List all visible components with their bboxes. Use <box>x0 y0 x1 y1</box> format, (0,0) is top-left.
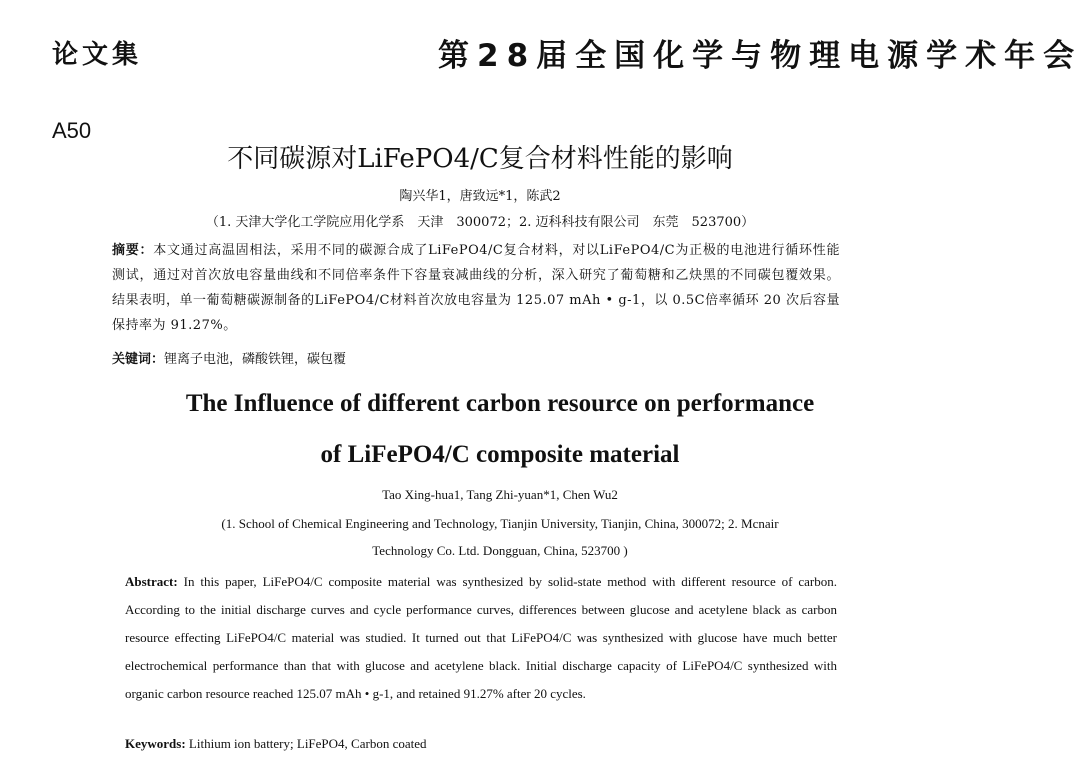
english-abstract-text: In this paper, LiFePO4/C composite material was synthesized by solid-state method with different resource of carbon. According to the initial discharge curves and cycle performance curves, differences between glucose and acetylene black as carbon resource effecting LiFePO4/C material was studied. It turned out that LiFePO4/C was synthesized with glucose have much better electrochemical performance than that with glucose and acetylene black. Initial discharge capacity of LiFePO4/C synthesized with organic carbon resource reached 125.07 mAh • g-1, and retained 91.27% after 20 cycles. <box>125 574 837 701</box>
english-affiliation-line-2: Technology Co. Ltd. Dongguan, China, 523700 ) <box>372 543 628 558</box>
conference-title: 第28届全国化学与物理电源学术年会 <box>438 38 1082 74</box>
english-keywords <box>125 736 427 752</box>
english-abstract <box>125 568 837 708</box>
english-keywords-label: Keywords: <box>125 736 186 751</box>
chinese-keywords <box>112 348 346 367</box>
chinese-keywords-label: 关键词： <box>112 352 165 367</box>
chinese-abstract-text: 本文通过高温固相法，采用不同的碳源合成了LiFePO4/C复合材料，对以LiFePO4/C为正极的电池进行循环性能测试，通过对首次放电容量曲线和不同倍率条件下容量衰减曲线的分析，深入研究了葡萄糖和乙炔黑的不同碳包覆效果。结果表明，单一葡萄糖碳源制备的LiFePO4/C材料首次放电容量为 125.07 mAh • g-1，以 0.5C倍率循环 20 次后容量保持率为 91.27%。 <box>112 243 840 333</box>
paper-id: A50 <box>52 118 92 143</box>
chinese-keywords-text: 锂离子电池，磷酸铁锂，碳包覆 <box>164 352 347 367</box>
english-authors: Tao Xing-hua1, Tang Zhi-yuan*1, Chen Wu2 <box>382 487 618 502</box>
english-keywords-text: Lithium ion battery; LiFePO4, Carbon coated <box>188 736 427 751</box>
chinese-abstract-label: 摘要： <box>112 243 154 258</box>
english-affiliation-line-1: (1. School of Chemical Engineering and Technology, Tianjin University, Tianjin, China, 300072; 2. Mcnair <box>221 516 779 531</box>
english-abstract-label: Abstract: <box>125 574 178 589</box>
english-title-line-1: The Influence of different carbon resource on performance <box>185 390 815 417</box>
chinese-title: 不同碳源对LiFePO4/C复合材料性能的影响 <box>227 144 733 174</box>
proceedings-label: 论文集 <box>52 40 143 70</box>
chinese-authors: 陶兴华1，唐致远*1，陈武2 <box>399 189 561 204</box>
chinese-abstract <box>112 238 840 338</box>
chinese-affiliation: （1. 天津大学化工学院应用化学系 天津 300072；2. 迈科科技有限公司 东莞 523700） <box>205 215 755 230</box>
english-title-line-2: of LiFePO4/C composite material <box>320 441 680 468</box>
